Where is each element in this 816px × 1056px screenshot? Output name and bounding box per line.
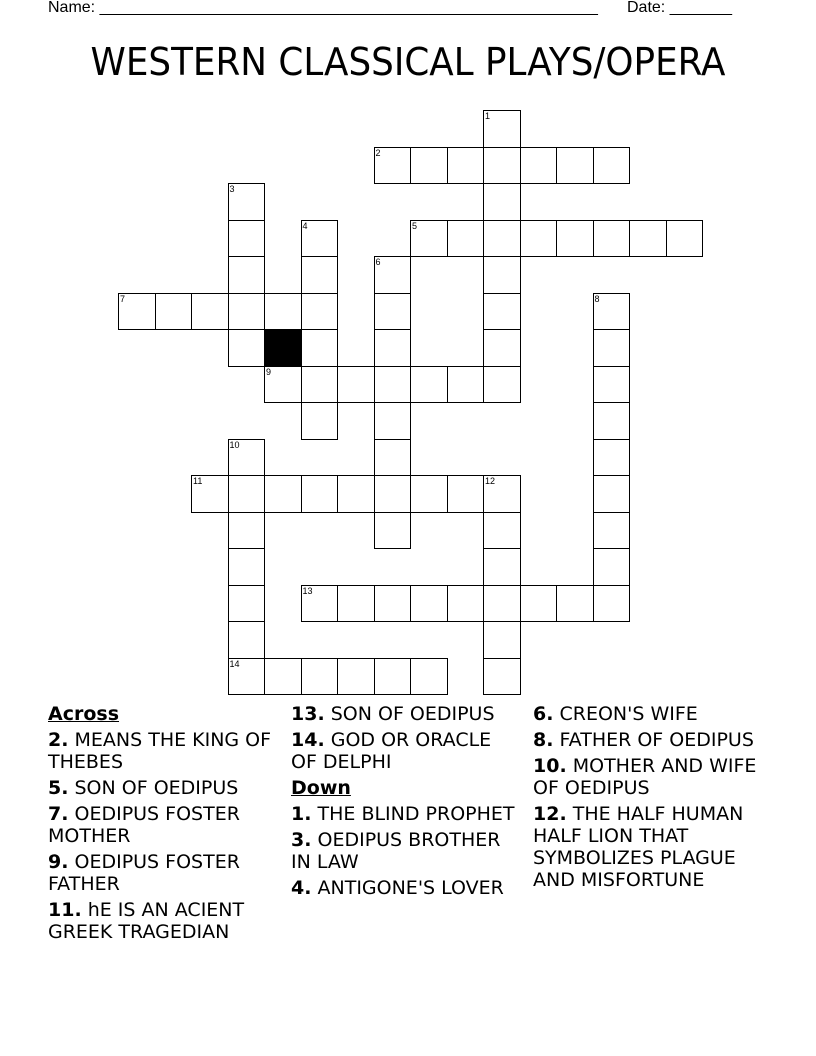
grid-cell[interactable] <box>228 512 266 550</box>
clue-number: 8. <box>533 729 554 751</box>
clue-number-label: 14 <box>229 658 240 669</box>
clue-text: THE HALF HUMAN HALF LION THAT SYMBOLIZES PLAGUE AND MISFORTUNE <box>533 803 744 891</box>
clue-number: 13. <box>291 703 325 725</box>
grid-cell[interactable] <box>556 220 594 258</box>
clue-number-label: 5 <box>412 220 418 231</box>
grid-cell[interactable] <box>556 147 594 185</box>
grid-cell[interactable] <box>593 512 631 550</box>
clue-number: 5. <box>48 777 69 799</box>
grid-cell[interactable] <box>593 585 631 623</box>
down-heading: Down <box>291 777 351 799</box>
clue-text: GOD OR ORACLE OF DELPHI <box>291 729 492 773</box>
grid-cell[interactable] <box>410 585 448 623</box>
clue-across-13 <box>291 703 516 725</box>
clue-number-label: 13 <box>302 585 313 596</box>
grid-cell[interactable] <box>483 658 521 696</box>
clue-text: SON OF OEDIPUS <box>74 777 239 799</box>
grid-cell[interactable] <box>191 475 229 513</box>
grid-cell[interactable] <box>301 220 339 258</box>
clue-text: SON OF OEDIPUS <box>330 703 495 725</box>
clue-number-label: 7 <box>120 293 126 304</box>
grid-cell[interactable] <box>593 402 631 440</box>
clue-down-10 <box>533 755 773 799</box>
grid-cell[interactable] <box>520 220 558 258</box>
grid-cell[interactable] <box>593 329 631 367</box>
grid-cell[interactable] <box>337 585 375 623</box>
grid-cell[interactable] <box>447 147 485 185</box>
clue-text: CREON'S WIFE <box>559 703 698 725</box>
clue-down-8 <box>533 729 773 751</box>
grid-cell[interactable] <box>447 585 485 623</box>
clue-number: 1. <box>291 803 312 825</box>
grid-cell[interactable] <box>483 366 521 404</box>
grid-cell[interactable] <box>118 293 156 331</box>
grid-cell[interactable] <box>483 475 521 513</box>
clue-text: OEDIPUS BROTHER IN LAW <box>291 829 501 873</box>
grid-cell[interactable] <box>520 585 558 623</box>
clue-number-label: 12 <box>485 476 496 486</box>
page-title: WESTERN CLASSICAL PLAYS/OPERA <box>90 40 726 84</box>
clue-down-12 <box>533 803 773 891</box>
grid-cell[interactable] <box>228 548 266 586</box>
grid-cell[interactable] <box>410 147 448 185</box>
clue-down-3 <box>291 829 516 873</box>
grid-cell[interactable] <box>264 475 302 513</box>
grid-cell[interactable] <box>337 658 375 696</box>
grid-cell[interactable] <box>410 658 448 696</box>
clue-number-label: 3 <box>229 184 235 194</box>
grid-cell[interactable] <box>447 220 485 258</box>
clue-number-label: 2 <box>375 147 381 158</box>
clue-number-label: 11 <box>193 476 203 486</box>
clue-number: 4. <box>291 877 312 899</box>
clue-text: OEDIPUS FOSTER MOTHER <box>48 803 240 847</box>
grid-cell[interactable] <box>301 402 339 440</box>
grid-cell[interactable] <box>301 585 339 623</box>
grid-cell[interactable] <box>301 366 339 404</box>
clue-number-label: 10 <box>229 439 240 450</box>
grid-cell[interactable] <box>264 366 302 404</box>
clue-number: 6. <box>533 703 554 725</box>
clue-number: 9. <box>48 851 69 873</box>
grid-cell[interactable] <box>483 512 521 550</box>
grid-cell[interactable] <box>483 329 521 367</box>
grid-cell[interactable] <box>301 329 339 367</box>
clue-down-6 <box>533 703 773 725</box>
grid-cell[interactable] <box>483 220 521 258</box>
grid-cell[interactable] <box>374 512 412 550</box>
clue-across-14 <box>291 729 516 773</box>
grid-cell[interactable] <box>593 293 631 331</box>
grid-cell[interactable] <box>593 475 631 513</box>
clue-across-9 <box>48 851 273 895</box>
black-cell <box>264 329 302 367</box>
grid-cell[interactable] <box>228 329 266 367</box>
grid-cell[interactable] <box>228 183 266 221</box>
clue-across-7 <box>48 803 273 847</box>
grid-cell[interactable] <box>337 475 375 513</box>
grid-cell[interactable] <box>629 220 667 258</box>
clue-text: OEDIPUS FOSTER FATHER <box>48 851 240 895</box>
clue-across-5 <box>48 777 273 799</box>
grid-cell[interactable] <box>228 256 266 294</box>
grid-cell[interactable] <box>447 475 485 513</box>
clue-down-1 <box>291 803 516 825</box>
grid-cell[interactable] <box>556 585 594 623</box>
date-field: Date: _______ <box>627 0 732 16</box>
clue-text: hE IS AN ACIENT GREEK TRAGEDIAN <box>48 899 245 943</box>
clue-text: MOTHER AND WIFE OF OEDIPUS <box>533 755 757 799</box>
across-heading: Across <box>48 703 120 725</box>
clue-number: 2. <box>48 729 69 751</box>
grid-cell[interactable] <box>374 475 412 513</box>
grid-cell[interactable] <box>483 110 521 148</box>
clue-across-2 <box>48 729 273 773</box>
grid-cell[interactable] <box>374 439 412 477</box>
grid-cell[interactable] <box>593 548 631 586</box>
grid-cell[interactable] <box>228 439 266 477</box>
grid-cell[interactable] <box>447 366 485 404</box>
grid-cell[interactable] <box>228 293 266 331</box>
grid-cell[interactable] <box>301 293 339 331</box>
grid-cell[interactable] <box>666 220 704 258</box>
grid-cell[interactable] <box>228 621 266 659</box>
grid-cell[interactable] <box>483 585 521 623</box>
clue-number-label: 6 <box>375 257 381 267</box>
grid-cell[interactable] <box>155 293 193 331</box>
grid-cell[interactable] <box>593 366 631 404</box>
clues-column-2 <box>291 703 516 903</box>
grid-cell[interactable] <box>301 256 339 294</box>
grid-cell[interactable] <box>483 548 521 586</box>
grid-cell[interactable] <box>483 183 521 221</box>
grid-cell[interactable] <box>264 293 302 331</box>
grid-cell[interactable] <box>374 366 412 404</box>
grid-cell[interactable] <box>191 293 229 331</box>
grid-cell[interactable] <box>483 621 521 659</box>
name-field: Name: ________________________________________________________ <box>48 0 598 16</box>
grid-cell[interactable] <box>483 147 521 185</box>
grid-cell[interactable] <box>410 475 448 513</box>
grid-cell[interactable] <box>374 658 412 696</box>
clue-text: FATHER OF OEDIPUS <box>559 729 754 751</box>
grid-cell[interactable] <box>228 585 266 623</box>
clue-number-label: 8 <box>594 293 600 304</box>
grid-cell[interactable] <box>228 220 266 258</box>
grid-cell[interactable] <box>264 658 302 696</box>
clue-number-label: 4 <box>302 220 308 231</box>
grid-cell[interactable] <box>228 475 266 513</box>
clue-text: MEANS THE KING OF THEBES <box>48 729 272 773</box>
grid-cell[interactable] <box>483 293 521 331</box>
grid-cell[interactable] <box>410 366 448 404</box>
clue-number: 3. <box>291 829 312 851</box>
clue-down-4 <box>291 877 516 899</box>
grid-cell[interactable] <box>410 220 448 258</box>
clue-number: 12. <box>533 803 567 825</box>
grid-cell[interactable] <box>337 366 375 404</box>
clues-column-3 <box>533 703 773 895</box>
grid-cell[interactable] <box>374 256 412 294</box>
clue-text: THE BLIND PROPHET <box>317 803 515 825</box>
grid-cell[interactable] <box>301 475 339 513</box>
clue-number: 7. <box>48 803 69 825</box>
clue-across-11 <box>48 899 273 943</box>
grid-cell[interactable] <box>593 439 631 477</box>
grid-cell[interactable] <box>520 147 558 185</box>
grid-cell[interactable] <box>483 256 521 294</box>
clue-number-label: 9 <box>266 366 272 377</box>
clue-number-label: 1 <box>485 111 491 121</box>
grid-cell[interactable] <box>301 658 339 696</box>
grid-cell[interactable] <box>374 329 412 367</box>
clue-number: 10. <box>533 755 567 777</box>
clue-text: ANTIGONE'S LOVER <box>317 877 504 899</box>
grid-cell[interactable] <box>593 220 631 258</box>
grid-cell[interactable] <box>593 147 631 185</box>
grid-cell[interactable] <box>374 585 412 623</box>
grid-cell[interactable] <box>374 147 412 185</box>
clue-number: 14. <box>291 729 325 751</box>
clues-column-1 <box>48 703 273 947</box>
clue-number: 11. <box>48 899 82 921</box>
grid-cell[interactable] <box>228 658 266 696</box>
grid-cell[interactable] <box>374 293 412 331</box>
grid-cell[interactable] <box>374 402 412 440</box>
